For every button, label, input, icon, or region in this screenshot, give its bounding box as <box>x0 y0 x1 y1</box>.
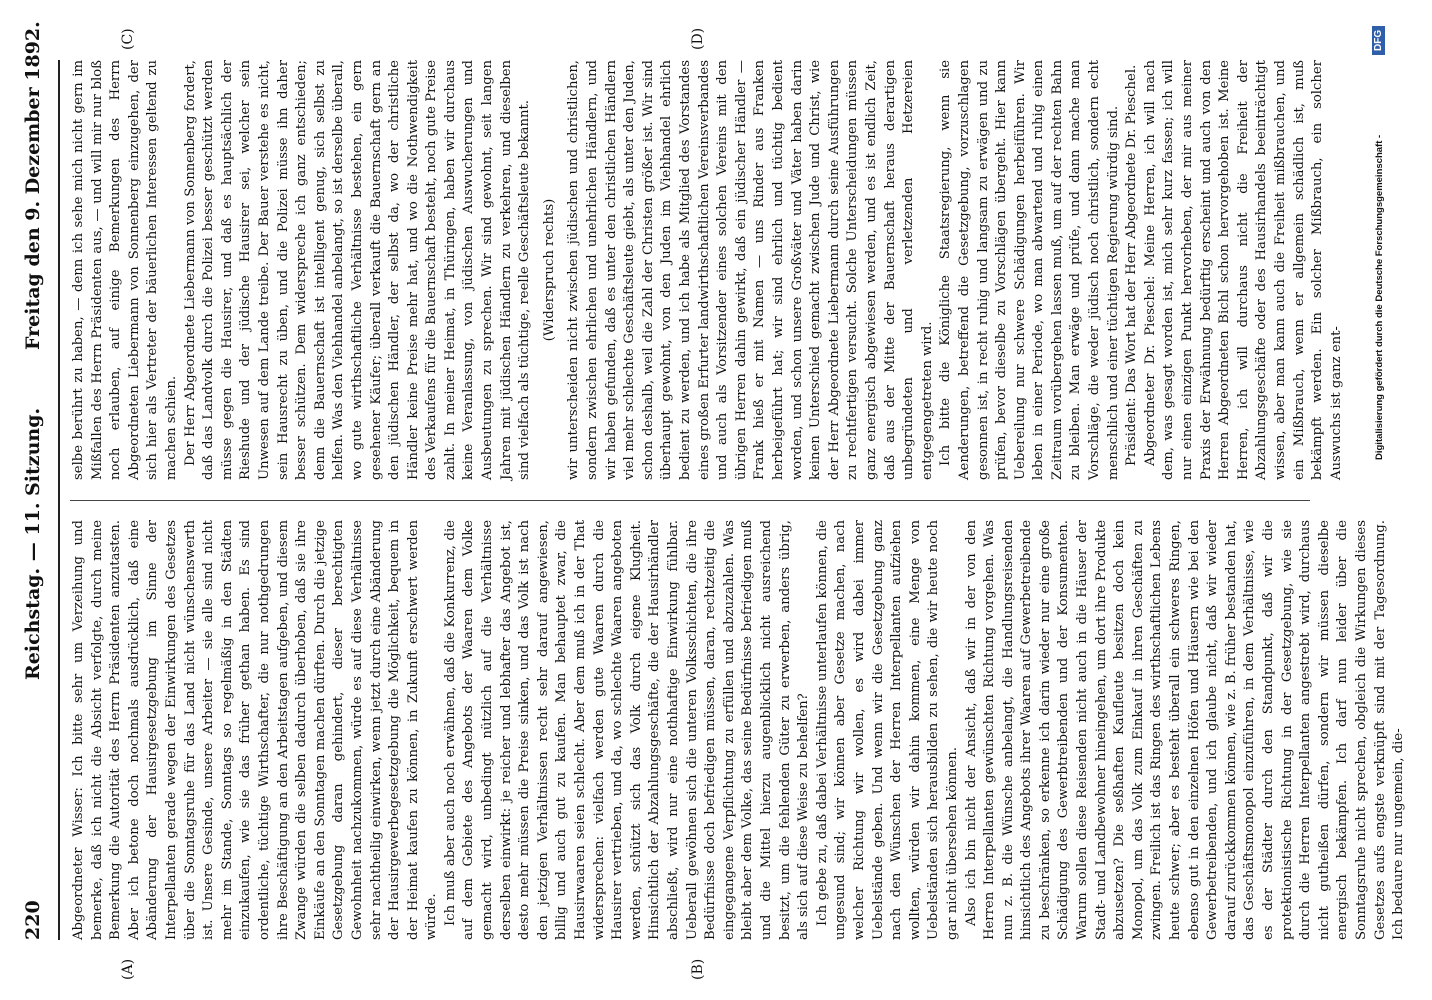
paragraph: Ich gebe zu, daß dabei Verhältnisse unterlaufen können, die ungesund sind; wir können aber Gesetze machen, nach welcher Richtung wir wollen, es wird dabei immer Uebelstände geben. Und wenn wir die Gesetzgebung ganz nach den Wünschen der Herren Interpellanten aufziehen wollten, würden wir dahin kommen, eine Menge von Uebelständen sich herausbilden zu sehen, die wir heute noch gar nicht übersehen können. <box>814 520 960 940</box>
speaker-call: Präsident: Das Wort hat der Herr Abgeordnete Dr. Pieschel. <box>1124 64 1140 466</box>
margin-marker-c: (C) <box>120 28 136 50</box>
paragraph: Abgeordneter Wisser: Ich bitte sehr um Verzeihung und bemerke, daß ich nicht die Absicht verfolgte, durch meine Bemerkung die Autorität des Herrn Präsidenten anzutasten. Aber ich betone doch nochmals ausdrücklich, daß eine Abänderung der Hausirgesetzgebung im Sinne der Interpellanten gerade wegen der Einwirkungen des Gesetzes über die Sonntagsruhe für das Land nicht wünschenswerth ist. Unsere Gesinde, unsere Arbeiter — sie alle sind nicht mehr im Stande, Sonntags so regelmäßig in den Städten einzukaufen, wie sie das früher gethan haben. Es sind ordentliche, tüchtige Wirthschafter, die nur nothgedrungen ihre Beschäftigung an den Arbeitstagen aufgeben, und diesem Zwange würden die selben dadurch überhoben, daß sie ihre Einkäufe an den Sonntagen machen dürften. Durch die jetzige Gesetzgebung daran gehindert, dieser berechtigten Gewohnheit nachzukommen, würde es auf diese Verhältnisse sehr nachtheilig einwirken, wenn jetzt durch eine Abänderung der Hausirgewerbegesetzgebung die Möglichkeit, bequem in der Heimat kaufen zu können, in Zukunft erschwert werden würde. <box>71 520 440 940</box>
session-date: Freitag den 9. Dezember 1892. <box>22 21 44 350</box>
paragraph: Ich bitte die Königliche Staatsregierung, wenn sie Aenderungen, betreffend die Gesetzgebung, vorzuschlagen gesonnen ist, in recht ruhig und langsam zu erwägen und zu prüfen, bevor dieselbe zu Vorschlägen übergeht. Hier kann Uebereilung nur schwere Schädigungen herbeiführen. Wir leben in einer Periode, wo man abwartend und ruhig einen Zeitraum vorübergehen lassen muß, um auf der rechten Bahn zu bleiben. Man erwäge und prüfe, und dann mache man Vorschläge, die weder jüdisch noch christlich, sondern echt menschlich und einer tüchtigen Regierung würdig sind. <box>938 60 1121 480</box>
header-rule <box>58 60 60 940</box>
right-column <box>70 60 1344 480</box>
dfg-logo: DFG <box>1372 26 1385 55</box>
margin-marker-b: (B) <box>690 958 706 980</box>
paragraph: selbe berührt zu haben, — denn ich sehe mich nicht gern im Mißfallen des Herrn Präsidenten aus, — und will mir nur bloß noch erlauben, auf einige Bemerkungen des Herrn Abgeordneten Liebermann von Sonnenberg einzugehen, der sich hier als Vertreter der bäuerlichen Interessen geltend zu machen schien. <box>71 60 179 480</box>
page-number: 220 <box>22 900 44 940</box>
paragraph: Ich muß aber auch noch erwähnen, daß die Konkurrenz, die auf dem Gebiete des Angebots der Waaren dem Volke gemacht wird, unbedingt nützlich auf die Verhältnisse derselben einwirkt: je reicher und lebhafter das Angebot ist, desto mehr müssen die Preise sinken, und das Volk ist nach den jetzigen Verhältnissen recht sehr darauf angewiesen, billig und auch gut zu kaufen. Man behauptet zwar, die Hausirwaaren seien schlecht. Aber dem muß ich in der That widersprechen: vielfach werden gute Waaren durch die Hausirer vertrieben, und da, wo schlechte Waaren angeboten werden, schützt sich das Volk durch eigene Klugheit. Hinsichtlich der Abzahlungsgeschäfte, die der Hausirhändler abschließt, wird nur eine nothhaftige Einwirkung fühlbar. Ueberall gewöhnen sich die unteren Volksschichten, die ihre Bedürfnisse doch befriedigen müssen, daran, rechtzeitig die eingegangene Verpflichtung zu erfüllen und abzuzahlen. Was bleibt aber dem Volke, das seine Bedürfnisse befriedigen muß und die Mittel hierzu augenblicklich nicht ausreichend besitzt, um die fehlenden Güter zu erwerben, anders übrig, als sich auf diese Weise zu behelfen? <box>442 520 812 940</box>
margin-marker-d: (D) <box>690 27 706 50</box>
digitization-note: Digitalisierung gefördert durch die Deutsche Forschungsgemeinschaft - <box>1374 134 1385 460</box>
left-column <box>70 520 1407 940</box>
paragraph: Also ich bin nicht der Ansicht, daß wir in der von den Herren Interpellanten gewünschten Richtung vorgehen. Was nun z. B. die Wünsche anbelangt, die Handlungsreisenden hinsichtlich des Angebots ihrer Waaren auf Gewerbetreibende zu beschränken, so erkenne ich darin wieder nur eine große Schädigung des Gewerbtreibenden und der Konsumenten. Warum sollen diese Reisenden nicht auch in die Häuser der Stadt- und Landbewohner hineingehen, um dort ihre Produkte abzusetzen? Die seßhaften Kaufleute besitzen doch kein Monopol, um das Volk zum Einkauf in ihren Geschäften zu zwingen. Freilich ist das Ringen des wirthschaftlichen Lebens heute schwer; aber es besteht überall ein schweres Ringen, ebenso gut in den einzelnen Höfen und Häusern wie bei den Gewerbetreibenden, und ich glaube nicht, daß wir wieder darauf zurückkommen können, wie z. B. früher bestanden hat, das Geschäftsmonopol einzuführen, in dem Verhältnisse, wie es der Städter durch den Standpunkt, daß wir die protektionistische Richtung in der Gesetzgebung, wie sie durch die Herren Interpellanten angestrebt wird, durchaus nicht gutheißen dürfen, sondern wir müssen dieselbe energisch bekämpfen. Ich darf nun leider über die Sonntagsruhe nicht sprechen, obgleich die Wirkungen dieses Gesetzes aufs engste verknüpft sind mit der Tagesordnung. Ich bedaure nur ungemein, die- <box>963 520 1407 940</box>
paragraph: Der Herr Abgeordnete Liebermann von Sonnenberg fordert, daß das Landvolk durch die Polizei besser geschützt werden müsse gegen die Hausirer, und daß es hauptsächlich der Rieshude und der jüdische Hausirer sei, welcher sein Unwesen auf dem Lande treibe. Der Bauer verstehe es nicht, sein Hausrecht zu üben, und die Polizei müsse ihn daher besser schützen. Dem widerspreche ich ganz entschieden; denn die Bauernschaft ist intelligent genug, sich selbst zu helfen. Was den Viehhandel anbelangt, so ist derselbe überall, wo gute wirthschaftliche Verhältnisse bestehen, ein gern gesehener Käufer; überall verkauft die Bauernschaft gern an den jüdischen Händler, der selbst da, wo der christliche Händler keine Preise mehr hat, und wo die Nothwendigkeit des Verkaufens für die Bauernschaft besteht, noch gute Preise zahlt. In meiner Heimat, in Thüringen, haben wir durchaus keine Veranlassung, von jüdischen Auswucherungen und Ausbeutungen zu sprechen. Wir sind gewohnt, seit langen Jahren mit jüdischen Händlern zu verkehren, und dieselben sind vielfach als tüchtige, reelle Geschäftsleute bekannt. <box>182 60 533 480</box>
page-header <box>14 21 54 940</box>
column-divider <box>70 500 1310 501</box>
margin-marker-a: (A) <box>120 958 136 980</box>
paragraph: Abgeordneter Dr. Pieschel: Meine Herren, ich will nach dem, was gesagt worden ist, mich sehr kurz fassen; ich will nur einen einzigen Punkt hervorheben, der mir aus meiner Praxis der Erwähnung bedürftig erscheint und auch von den Herren Abgeordneten Bichl schon hervorgehoben ist. Meine Herren, ich will durchaus nicht die Freiheit der Abzahlungsgeschäfte oder des Hausirhandels beeinträchtigt wissen, aber man kann auch die Freiheit mißbrauchen, und ein Mißbrauch, wenn er allgemein schädlich ist, muß bekämpft werden. Ein solcher Mißbrauch, ein solcher Auswuchs ist ganz ent- <box>1142 60 1344 480</box>
session-title: Reichstag. — 11. Sitzung. <box>22 407 44 680</box>
paragraph: wir unterscheiden nicht zwischen jüdischen und christlichen, sondern zwischen ehrlichen und unehrlichen Händlern, und wir haben gefunden, daß es unter den christlichen Händlern viel mehr schlechte Geschäftsleute giebt, als unter den Juden, schon deshalb, weil die Zahl der Christen größer ist. Wir sind überhaupt gewohnt, von den Juden im Viehhandel ehrlich bedient zu werden, und ich habe als Mitglied des Vorstandes eines großen Erfurter landwirthschaftlichen Vereinsverbandes und auch als Vorsitzender eines solchen Vereins mit den übrigen Herren dahin gewirkt, daß ein jüdischer Händler — Frank hieß er mit Namen — uns Rinder aus Franken herbeigeführt hat; wir sind ehrlich und tüchtig bedient worden, und schon unsere Großväter und Väter haben darin keinen Unterschied gemacht zwischen Jude und Christ, wie der Herr Abgeordnete Liebermann durch seine Ausführungen zu rechtfertigen versucht. Solche Unterscheidungen müssen ganz energisch abgewiesen werden, und es ist endlich Zeit, daß aus der Mitte der Bauernschaft heraus derartigen unbegründeten und verletzenden Hetzereien entgegengetreten wird. <box>566 60 935 480</box>
interjection: (Widerspruch rechts) <box>541 198 557 342</box>
